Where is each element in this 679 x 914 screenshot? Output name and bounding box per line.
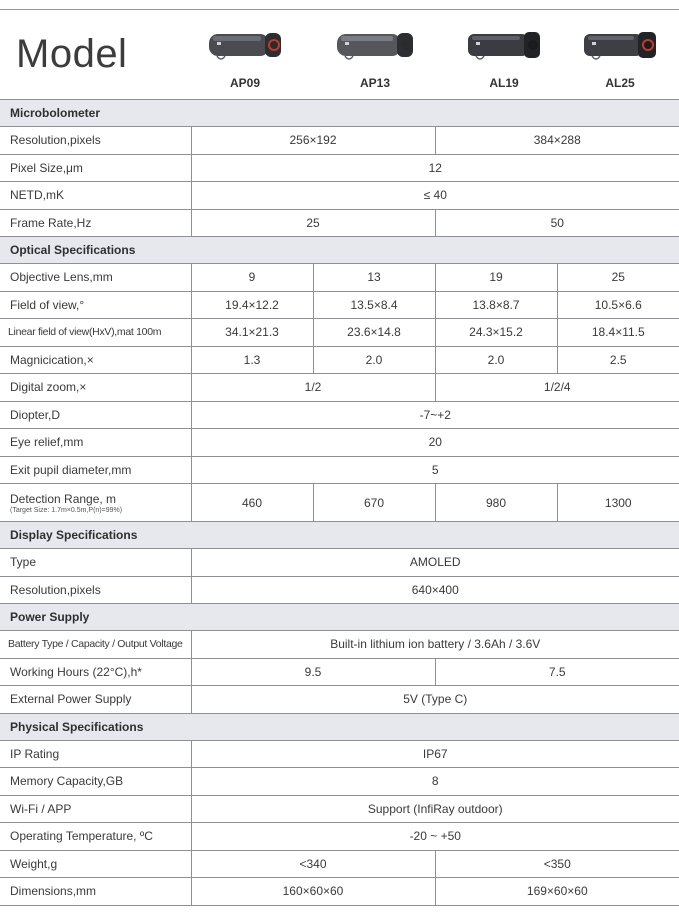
spec-label (0, 374, 191, 402)
spec-row (0, 658, 679, 686)
spec-label (0, 429, 191, 457)
spec-table (0, 99, 679, 906)
spec-label (0, 264, 191, 292)
spec-label (0, 209, 191, 237)
product-name: AP09 (229, 76, 261, 90)
spec-label-text: Exit pupil diameter,mm (10, 462, 132, 477)
section-title: Power Supply (0, 604, 679, 631)
spec-value: 1300 (557, 484, 679, 522)
section-title: Optical Specifications (0, 237, 679, 264)
spec-label (0, 319, 191, 347)
spec-value: 18.4×11.5 (557, 319, 679, 347)
spec-value: 1/2/4 (435, 374, 679, 402)
spec-label-text: Wi-Fi / APP (10, 801, 72, 816)
product-name: AP13 (359, 76, 391, 90)
spec-value: 50 (435, 209, 679, 237)
spec-row (0, 209, 679, 237)
product-name: AL25 (605, 76, 635, 90)
spec-label (0, 401, 191, 429)
spec-label (0, 291, 191, 319)
spec-value: -7~+2 (191, 401, 679, 429)
section-header (0, 237, 679, 264)
spec-label (0, 795, 191, 823)
spec-label (0, 850, 191, 878)
spec-value: 384×288 (435, 127, 679, 155)
spec-label-text: External Power Supply (10, 692, 132, 707)
spec-row (0, 429, 679, 457)
spec-label-text: Objective Lens,mm (10, 270, 113, 285)
spec-value: 9.5 (191, 658, 435, 686)
spec-label-text: Detection Range, m (10, 491, 117, 506)
spec-label-text: Linear field of view(HxV),mat 100m (8, 326, 162, 339)
spec-label (0, 686, 191, 714)
spec-value: 640×400 (191, 576, 679, 604)
spec-value: 13.5×8.4 (313, 291, 435, 319)
spec-value: Support (InfiRay outdoor) (191, 795, 679, 823)
spec-row (0, 456, 679, 484)
spec-value: 25 (557, 264, 679, 292)
spec-value: <340 (191, 850, 435, 878)
spec-label (0, 740, 191, 768)
section-title: Display Specifications (0, 522, 679, 549)
spec-value: 12 (191, 154, 679, 182)
spec-label (0, 878, 191, 906)
spec-row (0, 154, 679, 182)
spec-label-text: Digital zoom,× (10, 380, 87, 395)
spec-value: 19.4×12.2 (191, 291, 313, 319)
product-al19 (456, 28, 552, 100)
spec-value: 25 (191, 209, 435, 237)
section-title: Physical Specifications (0, 713, 679, 740)
spec-row (0, 549, 679, 577)
spec-value: 9 (191, 264, 313, 292)
spec-value: 13 (313, 264, 435, 292)
spec-value: 670 (313, 484, 435, 522)
spec-label (0, 631, 191, 659)
spec-label (0, 549, 191, 577)
spec-label-text: Frame Rate,Hz (10, 215, 92, 230)
product-al25 (572, 28, 668, 100)
spec-value: AMOLED (191, 549, 679, 577)
thermal-monocular-icon (203, 28, 287, 64)
spec-label-text: Resolution,pixels (10, 133, 101, 148)
spec-label-text: Operating Temperature, ºC (10, 829, 153, 844)
section-header (0, 522, 679, 549)
model-title: Model (16, 32, 128, 76)
spec-label-text: Eye relief,mm (10, 435, 84, 450)
spec-row (0, 768, 679, 796)
spec-label (0, 346, 191, 374)
spec-row (0, 127, 679, 155)
spec-label-text: Dimensions,mm (10, 884, 97, 899)
spec-value: 10.5×6.6 (557, 291, 679, 319)
spec-value: Built-in lithium ion battery / 3.6Ah / 3.6V (191, 631, 679, 659)
spec-label-text: NETD,mK (10, 188, 64, 203)
spec-row (0, 291, 679, 319)
spec-label-text: Battery Type / Capacity / Output Voltage (8, 638, 183, 651)
product-ap13 (327, 28, 423, 100)
thermal-monocular-icon (462, 28, 546, 64)
spec-label-text: Memory Capacity,GB (10, 774, 124, 789)
spec-row (0, 264, 679, 292)
spec-value: 160×60×60 (191, 878, 435, 906)
spec-label (0, 823, 191, 851)
spec-value: 2.0 (313, 346, 435, 374)
spec-row (0, 484, 679, 522)
spec-label (0, 658, 191, 686)
spec-row (0, 401, 679, 429)
spec-label-text: Field of view,° (10, 297, 85, 312)
spec-row (0, 319, 679, 347)
section-header (0, 100, 679, 127)
spec-value: 24.3×15.2 (435, 319, 557, 347)
spec-label (0, 768, 191, 796)
spec-value: 13.8×8.7 (435, 291, 557, 319)
spec-label (0, 484, 191, 522)
spec-label (0, 456, 191, 484)
product-name: AL19 (489, 76, 519, 90)
spec-row (0, 182, 679, 210)
product-ap09 (197, 28, 293, 100)
spec-value: 8 (191, 768, 679, 796)
spec-value: 1/2 (191, 374, 435, 402)
spec-row (0, 576, 679, 604)
spec-value: IP67 (191, 740, 679, 768)
spec-value: 1.3 (191, 346, 313, 374)
spec-value: 34.1×21.3 (191, 319, 313, 347)
spec-label-text: Resolution,pixels (10, 582, 101, 597)
spec-value: 460 (191, 484, 313, 522)
spec-row (0, 878, 679, 906)
spec-value: 256×192 (191, 127, 435, 155)
spec-value: 19 (435, 264, 557, 292)
spec-value: 23.6×14.8 (313, 319, 435, 347)
spec-label-text: IP Rating (10, 746, 60, 761)
spec-value: 169×60×60 (435, 878, 679, 906)
spec-sublabel: (Target Size: 1.7m×0.5m,P(n)=99%) (10, 506, 123, 514)
spec-label (0, 154, 191, 182)
spec-label-text: Magnicication,× (10, 352, 94, 367)
section-title: Microbolometer (0, 100, 679, 127)
spec-row (0, 823, 679, 851)
spec-value: 2.0 (435, 346, 557, 374)
spec-value: 2.5 (557, 346, 679, 374)
spec-value: 20 (191, 429, 679, 457)
spec-label (0, 182, 191, 210)
spec-row (0, 686, 679, 714)
section-header (0, 604, 679, 631)
spec-label (0, 576, 191, 604)
thermal-monocular-icon (333, 28, 417, 64)
spec-label-text: Weight,g (10, 856, 58, 871)
section-header (0, 713, 679, 740)
spec-value: 7.5 (435, 658, 679, 686)
spec-value: -20 ~ +50 (191, 823, 679, 851)
spec-label-text: Pixel Size,μm (10, 160, 83, 175)
spec-row (0, 374, 679, 402)
spec-label-text: Type (10, 555, 37, 570)
spec-label-text: Diopter,D (10, 407, 61, 422)
spec-value: 5 (191, 456, 679, 484)
spec-label-text: Working Hours (22°C),h* (10, 664, 142, 679)
spec-value: 5V (Type C) (191, 686, 679, 714)
model-header (0, 10, 679, 99)
thermal-monocular-icon (578, 28, 662, 64)
spec-row (0, 740, 679, 768)
spec-row (0, 795, 679, 823)
spec-value: 980 (435, 484, 557, 522)
spec-label (0, 127, 191, 155)
spec-value: ≤ 40 (191, 182, 679, 210)
spec-value: <350 (435, 850, 679, 878)
spec-row (0, 850, 679, 878)
spec-row (0, 631, 679, 659)
spec-row (0, 346, 679, 374)
